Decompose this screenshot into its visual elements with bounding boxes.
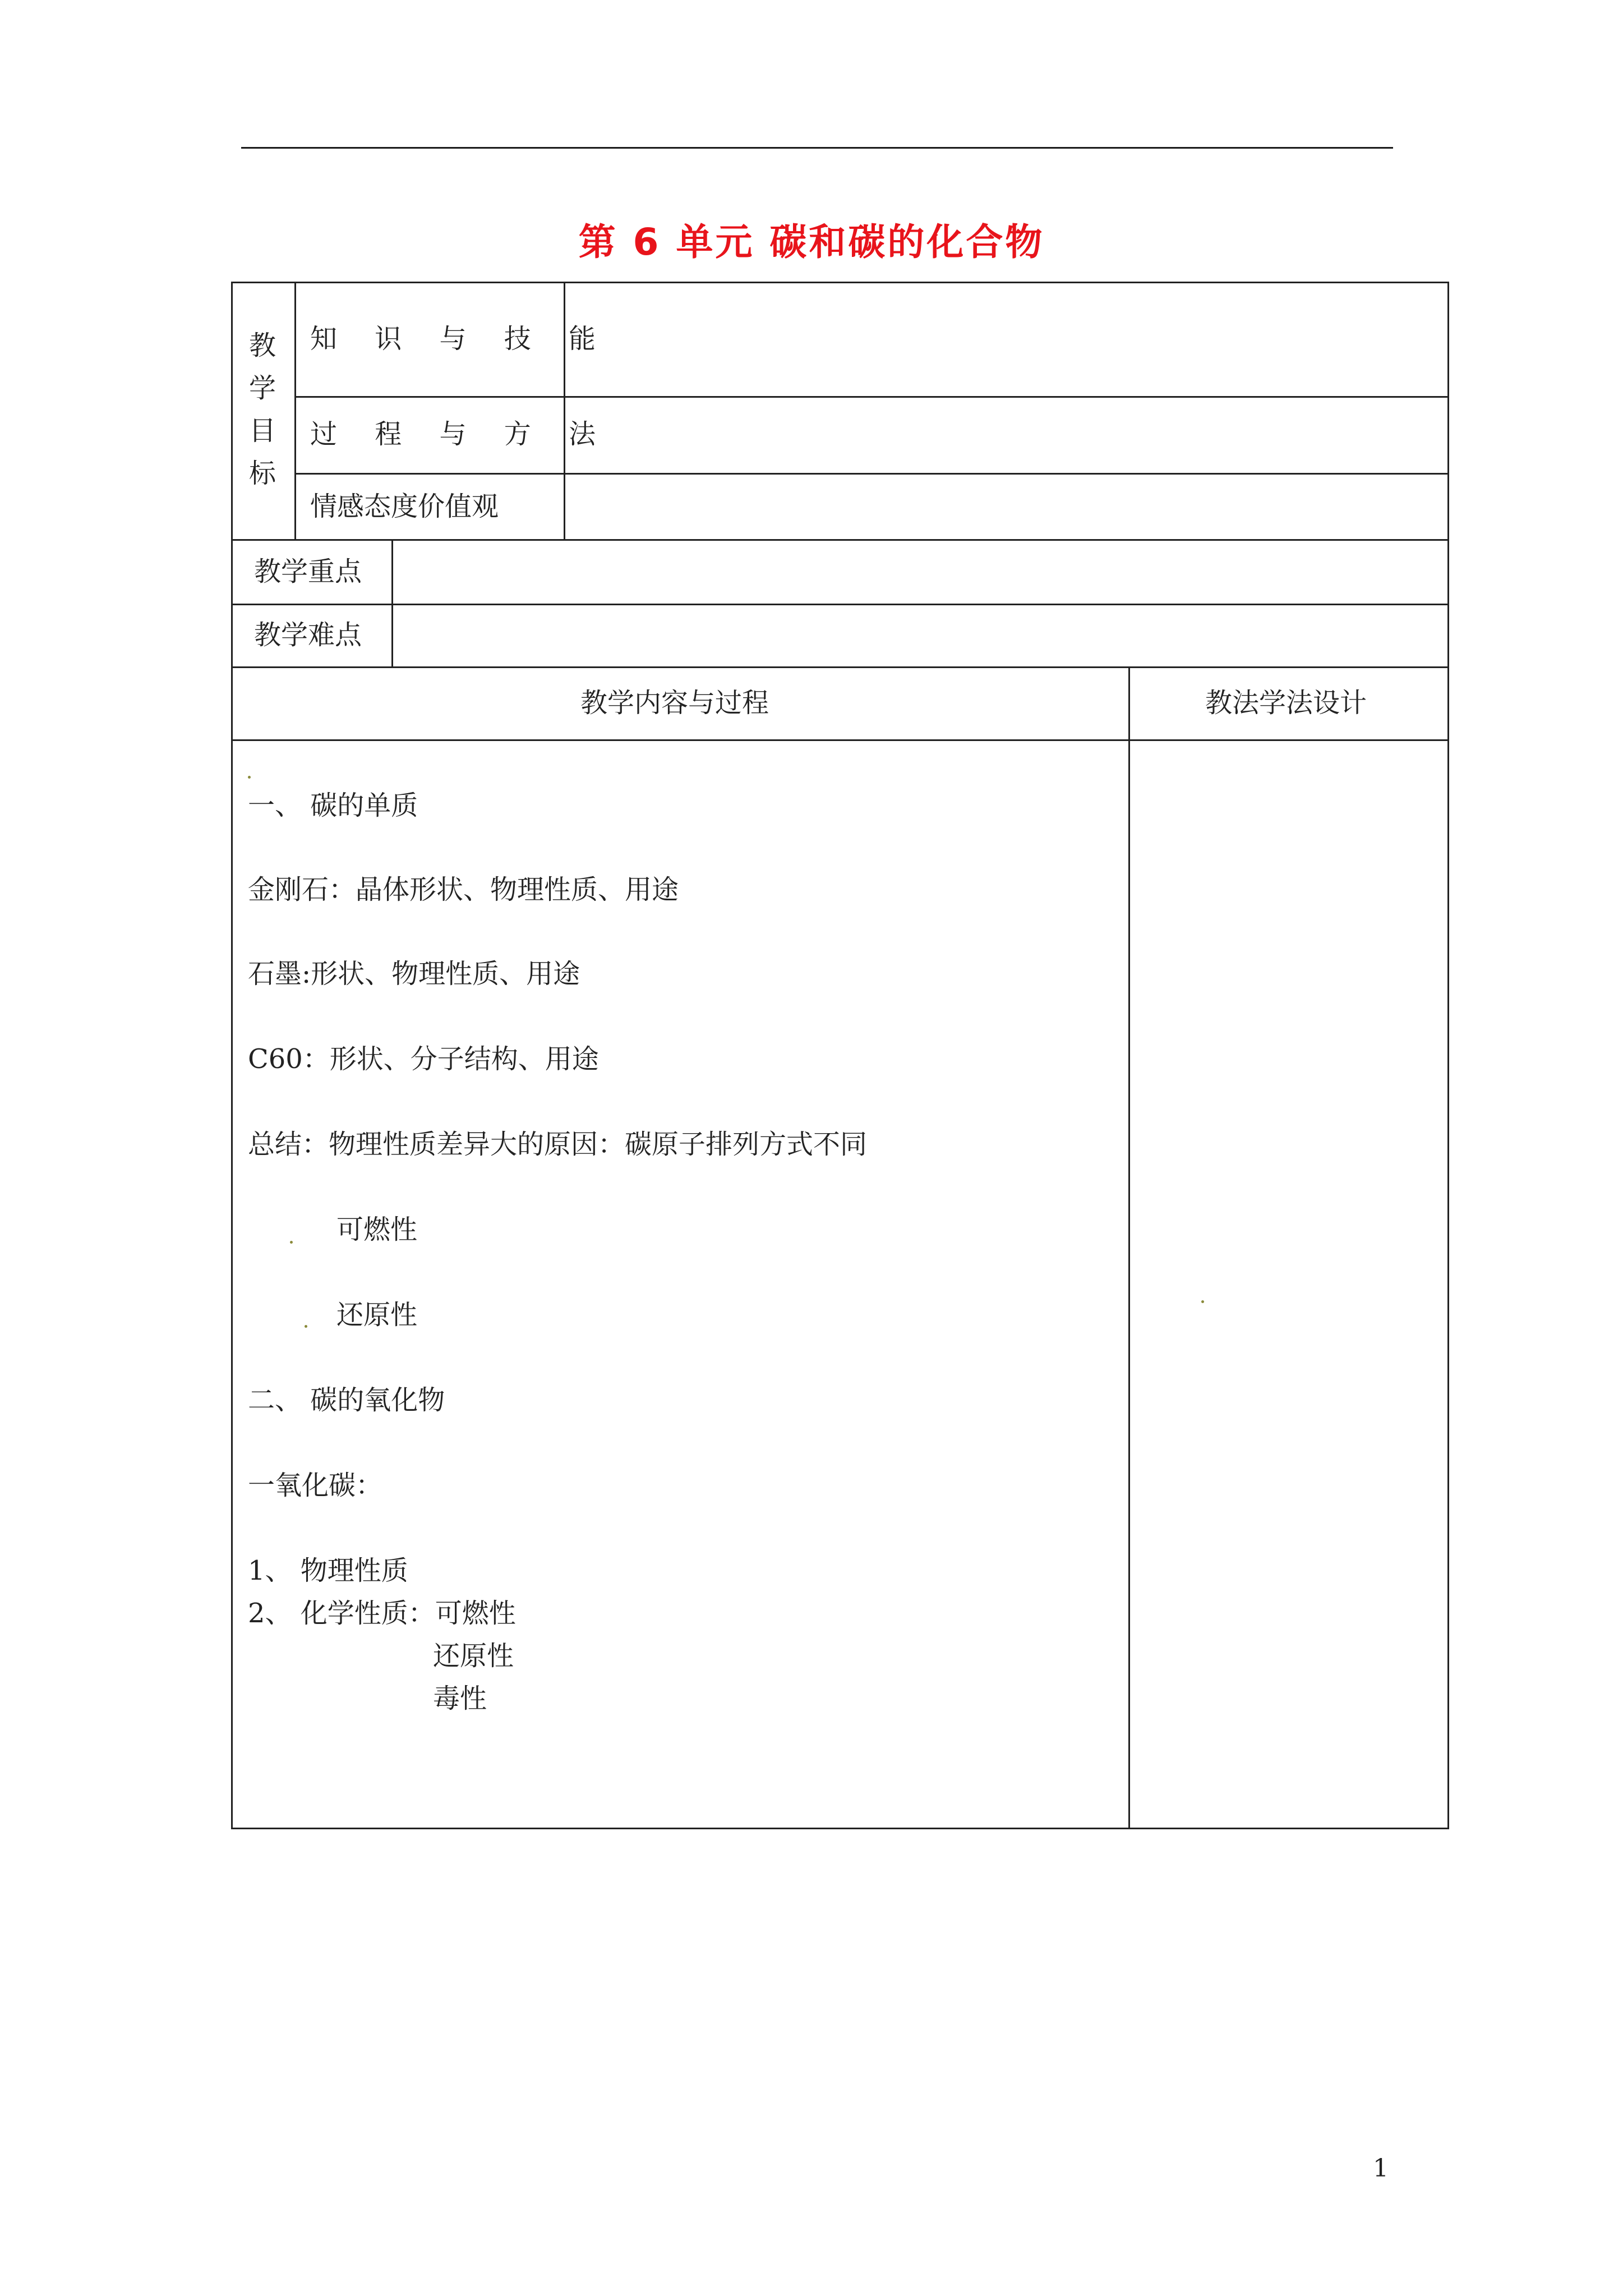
table-border-left xyxy=(231,282,233,1829)
objective-attitude-values: 情感态度价值观 xyxy=(310,491,499,522)
speck xyxy=(290,1241,293,1244)
table-border-top xyxy=(231,282,1449,283)
content-column-header: 教学内容与过程 xyxy=(580,687,769,719)
table-rule-header xyxy=(231,739,1449,741)
content-line: 总结：物理性质差异大的原因：碳原子排列方式不同 xyxy=(248,1129,868,1160)
header-rule xyxy=(241,147,1393,149)
key-point-label: 教学重点 xyxy=(254,556,362,587)
page-title: 第 6 单元 碳和碳的化合物 xyxy=(578,220,1045,264)
speck xyxy=(1201,1300,1204,1303)
table-rule-keypoint-divider xyxy=(391,539,393,668)
content-line: 一、 碳的单质 xyxy=(248,790,418,821)
speck xyxy=(248,776,251,779)
content-line: 2、 化学性质：可燃性 xyxy=(248,1598,516,1629)
page-number: 1 xyxy=(1373,2154,1389,2183)
content-line: 1、 物理性质 xyxy=(248,1555,408,1586)
table-border-right xyxy=(1447,282,1449,1829)
content-line: 二、 碳的氧化物 xyxy=(248,1384,445,1416)
content-line: 毒性 xyxy=(433,1683,487,1714)
content-line: 一氧化碳： xyxy=(248,1470,383,1501)
table-rule-objectives-label xyxy=(294,282,296,541)
table-rule-column-divider xyxy=(1128,666,1130,1829)
objective-knowledge-skills: 知 识 与 技 能 xyxy=(310,323,611,355)
content-line: 还原性 xyxy=(336,1299,418,1331)
content-line: 石墨:形状、物理性质、用途 xyxy=(248,958,580,990)
content-line: 金刚石：晶体形状、物理性质、用途 xyxy=(248,874,679,905)
table-rule-objectives-end xyxy=(231,539,1449,541)
content-line: 可燃性 xyxy=(336,1214,418,1245)
speck xyxy=(305,1325,307,1328)
table-rule-keypoint xyxy=(231,604,1449,605)
method-column-header: 教法学法设计 xyxy=(1205,687,1367,719)
table-rule-objectives-value xyxy=(564,282,565,541)
objectives-label: 教学目标 xyxy=(248,330,276,489)
table-rule-difficulty xyxy=(231,666,1449,668)
table-border-bottom xyxy=(231,1828,1449,1829)
content-line: 还原性 xyxy=(433,1640,514,1672)
table-rule-objective-1 xyxy=(294,396,1449,398)
difficulty-label: 教学难点 xyxy=(254,619,362,651)
objective-process-method: 过 程 与 方 法 xyxy=(310,418,611,450)
table-rule-objective-2 xyxy=(294,473,1449,475)
content-line: C60：形状、分子结构、用途 xyxy=(248,1043,599,1075)
